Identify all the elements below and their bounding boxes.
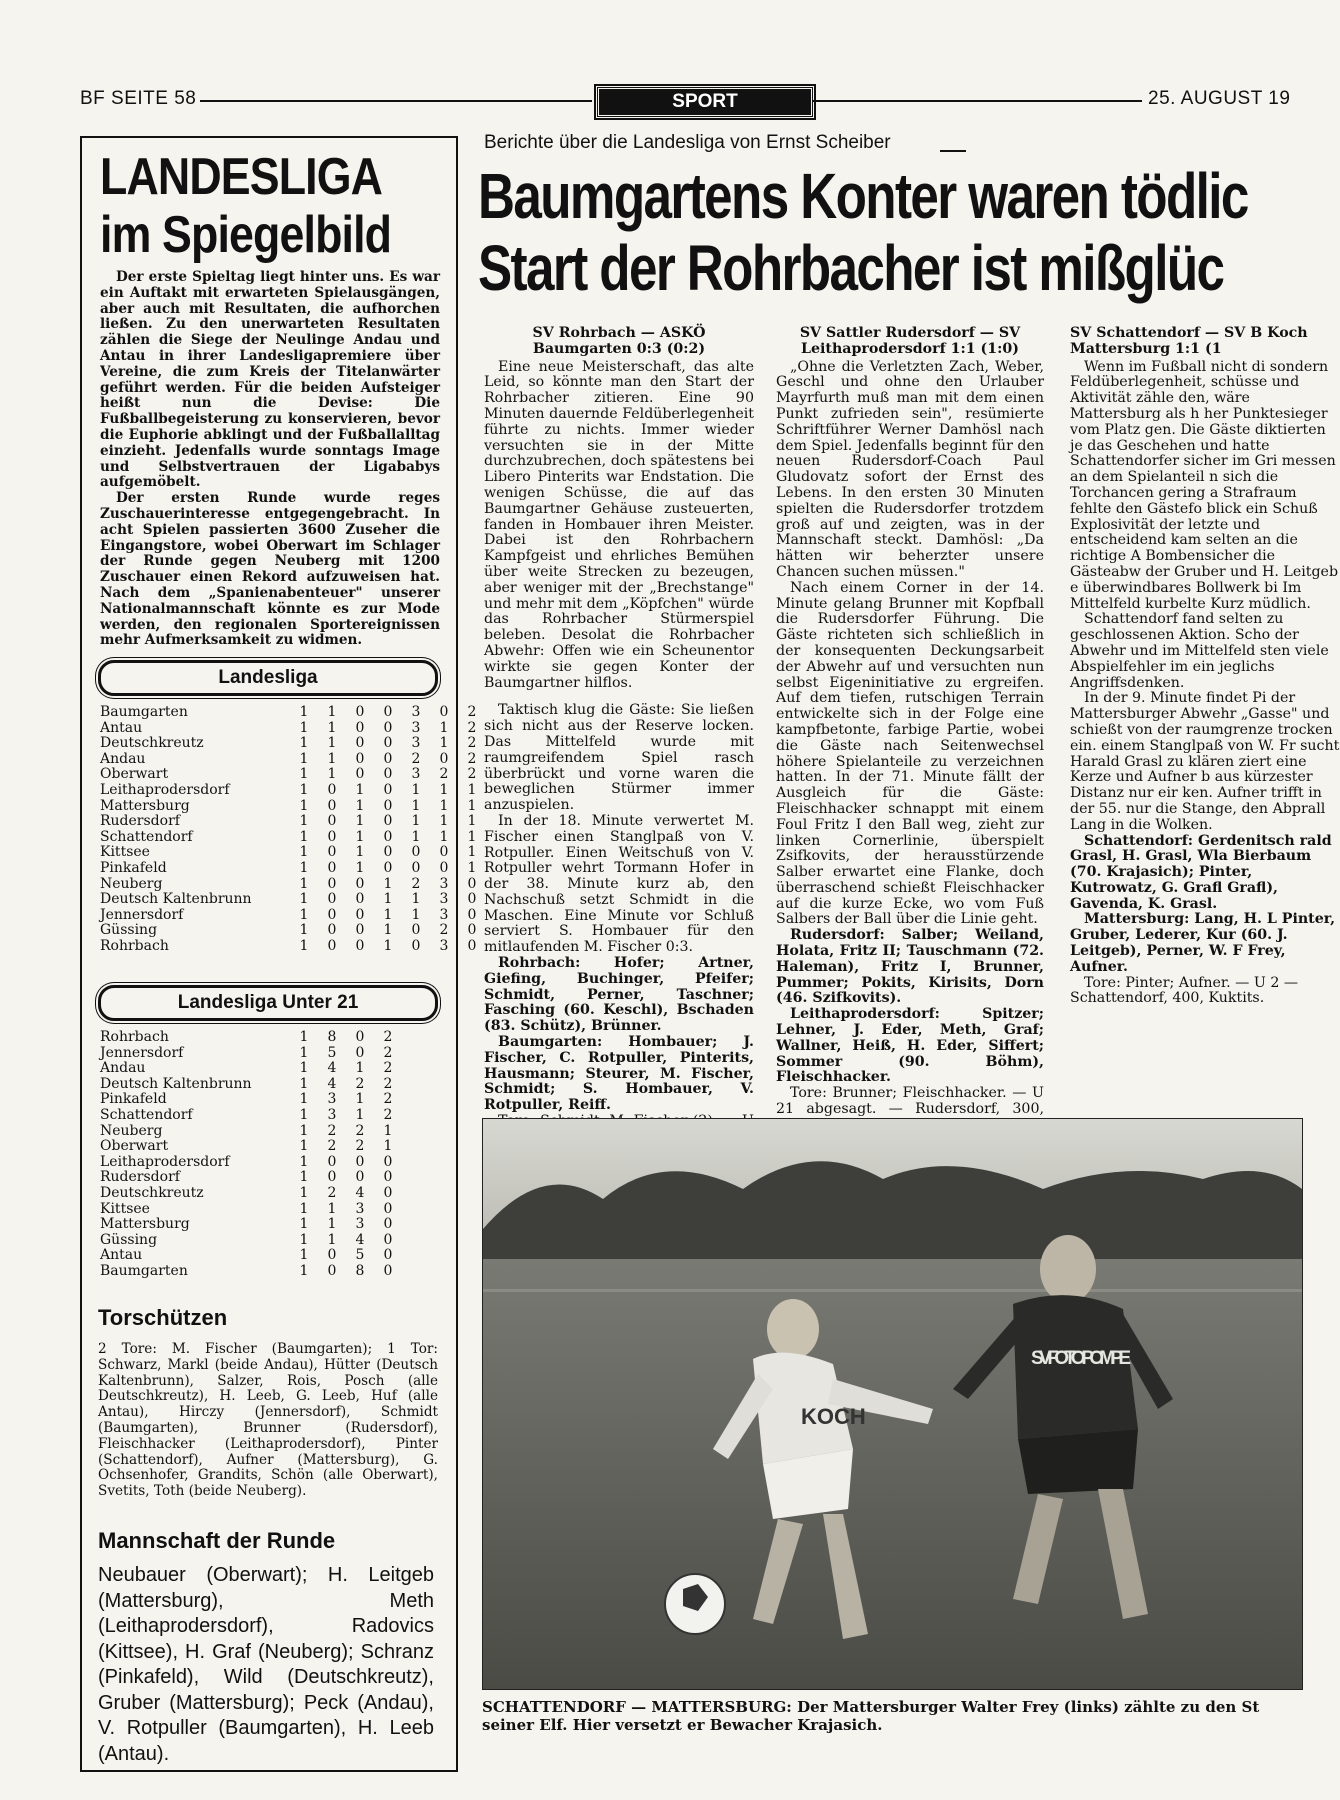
- football-scene-illustration: [483, 1119, 1302, 1689]
- headline-line2: Start der Rohrbacher ist mißglüc: [478, 232, 1224, 304]
- stat-cell: 1: [467, 828, 477, 845]
- team-name-cell: Andau: [100, 1060, 146, 1077]
- table-row: [100, 830, 486, 846]
- match-photo: [482, 1118, 1303, 1690]
- team-name-cell: Kittsee: [100, 844, 150, 861]
- stat-cell: 1: [327, 719, 337, 736]
- svg-text:KOCH: KOCH: [801, 1404, 866, 1429]
- u21-standings-table: [100, 1030, 402, 1280]
- stat-cell: 0: [383, 813, 393, 830]
- table-row: [100, 767, 486, 783]
- table-row: [100, 1077, 402, 1093]
- stat-cell: 0: [383, 844, 393, 861]
- paragraph: Taktisch klug die Gäste: Sie ließen sich nicht aus der Reserve locken. Das Mittelfeld wurde mit raumgreifendem Spiel rasch überbrückt und vorne waren die beweglichen Stürmer immer anzuspielen.: [484, 702, 754, 814]
- stat-cell: 0: [355, 875, 365, 892]
- stat-cell: 0: [383, 1216, 393, 1233]
- stat-cell: 0: [467, 891, 477, 908]
- article-rohrbach: [484, 325, 754, 1114]
- stat-cell: 1: [299, 1138, 309, 1155]
- stat-cell: 0: [355, 937, 365, 954]
- stat-cell: 0: [355, 750, 365, 767]
- header-rule-right: [812, 100, 1142, 102]
- stat-cell: 0: [327, 828, 337, 845]
- stat-cell: 1: [299, 719, 309, 736]
- goals-line: Tore: Brunner; Fleischhacker. — U 21 abgesagt. — Rudersdorf, 300,: [776, 1085, 1044, 1118]
- stat-cell: 1: [299, 1153, 309, 1170]
- team-name-cell: Deutschkreutz: [100, 1184, 204, 1201]
- table-row: [100, 845, 486, 861]
- stat-cell: 0: [327, 906, 337, 923]
- sidebar-title-line1: LANDESLIGA: [100, 148, 383, 206]
- stat-cell: 2: [383, 1029, 393, 1045]
- stat-cell: 1: [355, 844, 365, 861]
- stat-cell: 1: [411, 813, 421, 830]
- table-row: [100, 923, 486, 939]
- stat-cell: 0: [467, 875, 477, 892]
- headline-clip: [478, 160, 1301, 310]
- stat-cell: 0: [355, 906, 365, 923]
- stat-cell: 1: [299, 797, 309, 814]
- stat-cell: 1: [355, 859, 365, 876]
- stat-cell: 1: [439, 813, 449, 830]
- stat-cell: 0: [383, 704, 393, 720]
- stat-cell: 0: [355, 719, 365, 736]
- stat-cell: 1: [299, 766, 309, 783]
- team-name-cell: Antau: [100, 1247, 143, 1264]
- stat-cell: 1: [299, 1029, 309, 1045]
- stat-cell: 1: [355, 1060, 365, 1077]
- stat-cell: 0: [411, 859, 421, 876]
- stat-cell: 0: [411, 922, 421, 939]
- stat-cell: 0: [327, 937, 337, 954]
- stat-cell: 1: [383, 906, 393, 923]
- table-row: [100, 939, 486, 955]
- stat-cell: 1: [467, 781, 477, 798]
- stat-cell: 1: [439, 781, 449, 798]
- stat-cell: 1: [411, 906, 421, 923]
- scorers-text: 2 Tore: M. Fischer (Baumgarten); 1 Tor: Schwarz, Markl (beide Andau), Hütter (Deutsch Kaltenbrunn), Salzer, Rois, Posch (alle Deutschkreutz), H. Leeb, G. Leeb, Huf (alle Antau), Hirczy (Jennersdorf), Schmidt (Baumgarten), Brunner (Rudersdorf), Fleischhacker (Leithaprodersdorf), Pinter (Schattendorf), Aufner (Mattersburg), G. Ochsenhofer, Grandits, Schön (alle Oberwart), Svetits, Toth (beide Neuberg).: [98, 1341, 438, 1500]
- standings-table: [100, 705, 486, 955]
- table-row: [100, 1139, 402, 1155]
- stat-cell: 2: [383, 1060, 393, 1077]
- svg-text:SV FOTO POMPE: SV FOTO POMPE: [1031, 1348, 1131, 1369]
- stat-cell: 1: [383, 875, 393, 892]
- table-row: [100, 1170, 402, 1186]
- stat-cell: 1: [467, 797, 477, 814]
- match-heading: SV Schattendorf — SV B Koch Mattersburg 1:1 (1: [1070, 325, 1308, 357]
- stat-cell: 0: [411, 937, 421, 954]
- stat-cell: 1: [439, 797, 449, 814]
- table-row: [100, 705, 486, 721]
- stat-cell: 3: [439, 875, 449, 892]
- paragraph: Schattendorf fand selten zu geschlossenen Aktion. Scho der Abwehr und im Mittelfeld sten viele Abspielfehler im ein jeglichs Angriffsdenken.: [1070, 611, 1329, 691]
- team-name-cell: Rudersdorf: [100, 813, 180, 830]
- table-row: [100, 1046, 402, 1062]
- stat-cell: 0: [327, 781, 337, 798]
- team-name-cell: Antau: [100, 719, 143, 736]
- paragraph: In der 9. Minute findet Pi der Mattersburger Abwehr „Gasse" und schießt von der raumgrenze trocken ein. einem Stanglpaß von W. Fr sucht Harald Grasl zu klären ziert eine Kerze und Aufner b aus kürzester Distanz nur eir ken. Aufner trifft in der 55. nur die Stange, den Abprall Lang in die Wolken.: [1070, 690, 1340, 833]
- table-row: [100, 1108, 402, 1124]
- stat-cell: 0: [383, 1231, 393, 1248]
- stat-cell: 3: [355, 1216, 365, 1233]
- paragraph: Eine neue Meisterschaft, das alte Leid, so könnte man den Start der Rohrbacher zitieren. Eine 90 Minuten dauernde Feldüberlegenheit führte zu nichts. Immer wieder versuchten sie in der Mitte durchzubrechen, doch spätestens bei Libero Pinterits war Endstation. Die wenigen Schüsse, die auf das Baumgartner Gehäuse zusteuerten, fanden in Hombauer ihren Meister. Dabei ist den Rohrbachern Kampfgeist und ehrliches Bemühen über weite Strecken zu bezeugen, aber weniger mit der „Brechstange" und mehr mit dem „Köpfchen" würde das Rohrbacher Stürmerspiel beleben. Desolat die Rohrbacher Abwehr: Offen wie ein Scheunentor wirkte sie gegen Konter der Baumgartner hilflos.: [484, 358, 754, 691]
- team-name-cell: Mattersburg: [100, 797, 190, 814]
- stat-cell: 0: [383, 719, 393, 736]
- stat-cell: 2: [355, 1138, 365, 1155]
- stat-cell: 0: [383, 1200, 393, 1217]
- headline-line1: Baumgartens Konter waren tödlic: [478, 160, 1248, 232]
- stat-cell: 1: [327, 766, 337, 783]
- team-name-cell: Baumgarten: [100, 704, 188, 720]
- stat-cell: 0: [383, 859, 393, 876]
- table-row: [100, 783, 486, 799]
- stat-cell: 4: [327, 1075, 337, 1092]
- table-row: [100, 1092, 402, 1108]
- stat-cell: 0: [467, 906, 477, 923]
- stat-cell: 0: [383, 781, 393, 798]
- table-row: [100, 861, 486, 877]
- stat-cell: 5: [355, 1247, 365, 1264]
- team-name-cell: Oberwart: [100, 766, 169, 783]
- stat-cell: 1: [299, 891, 309, 908]
- stat-cell: 0: [383, 1153, 393, 1170]
- stat-cell: 0: [327, 1153, 337, 1170]
- table-row: [100, 752, 486, 768]
- table-row: [100, 877, 486, 893]
- stat-cell: 2: [355, 1075, 365, 1092]
- stat-cell: 1: [299, 750, 309, 767]
- goals-line: Tore: Pinter; Aufner. — U 2 — Schattendorf, 400, Kuktits.: [1070, 974, 1299, 1007]
- stat-cell: 2: [467, 704, 477, 720]
- stat-cell: 0: [383, 1169, 393, 1186]
- stat-cell: 1: [299, 1200, 309, 1217]
- team-name-cell: Oberwart: [100, 1138, 169, 1155]
- paragraph: In der 18. Minute verwertet M. Fischer einen Stanglpaß von V. Rotpuller. Einen Weitschuß von V. Rotpuller wehrt Tormann Hofer in der 38. Minute kurz ab, den Nachschuß setzt Schmidt in die Maschen. Eine Minute vor Schluß serviert S. Hombauer für den mitlaufenden M. Fischer 0:3.: [484, 812, 754, 956]
- table-row: [100, 1233, 402, 1249]
- stat-cell: 1: [355, 781, 365, 798]
- stat-cell: 1: [299, 1231, 309, 1248]
- stat-cell: 1: [299, 1169, 309, 1186]
- stat-cell: 1: [383, 922, 393, 939]
- stat-cell: 0: [327, 797, 337, 814]
- stat-cell: 4: [355, 1184, 365, 1201]
- team-name-cell: Jennersdorf: [100, 1044, 184, 1061]
- lineup: Rohrbach: Hofer; Artner, Giefing, Buchinger, Pfeifer; Schmidt, Perner, Taschner; Fasching (60. Keschl), Bschaden (83. Schütz), Brünner.: [484, 955, 754, 1035]
- stat-cell: 1: [439, 719, 449, 736]
- table-row: [100, 721, 486, 737]
- stat-cell: 1: [299, 922, 309, 939]
- stat-cell: 2: [467, 719, 477, 736]
- stat-cell: 0: [355, 1153, 365, 1170]
- stat-cell: 2: [467, 766, 477, 783]
- stat-cell: 1: [467, 844, 477, 861]
- stat-cell: 0: [383, 735, 393, 752]
- stat-cell: 0: [439, 859, 449, 876]
- team-of-round-heading: Mannschaft der Runde: [98, 1528, 336, 1553]
- stat-cell: 3: [439, 891, 449, 908]
- stat-cell: 0: [439, 750, 449, 767]
- stat-cell: 0: [467, 922, 477, 939]
- section-label: SPORT: [596, 86, 814, 118]
- stat-cell: 0: [355, 766, 365, 783]
- stat-cell: 0: [355, 1169, 365, 1186]
- lineup: Leithaprodersdorf: Spitzer; Lehner, J. Eder, Meth, Graf; Wallner, Heiß, H. Eder, Siffert; Sommer (90. Böhm), Fleischhacker.: [776, 1006, 1044, 1086]
- stat-cell: 0: [327, 1169, 337, 1186]
- table-row: [100, 1030, 402, 1046]
- stat-cell: 1: [299, 1122, 309, 1139]
- team-name-cell: Baumgarten: [100, 1262, 188, 1279]
- stat-cell: 0: [355, 891, 365, 908]
- table-heading-u21: Landesliga Unter 21: [98, 985, 438, 1021]
- stat-cell: 0: [383, 828, 393, 845]
- team-of-round-text: Neubauer (Oberwart); H. Leitgeb (Mattersburg), Meth (Leithaprodersdorf), Radovics (Kittsee), H. Graf (Neuberg); Schranz (Pinkafeld), Wild (Deutschkreutz), Gruber (Mattersburg); Peck (Andau), V. Rotpuller (Baumgarten), H. Leeb (Antau).: [98, 1564, 434, 1765]
- photo-caption: SCHATTENDORF — MATTERSBURG: Der Mattersburger Walter Frey (links) zählte zu den St seiner Elf. Hier versetzt er Bewacher Krajasich.: [482, 1698, 1260, 1734]
- stat-cell: 1: [383, 1122, 393, 1139]
- team-name-cell: Leithaprodersdorf: [100, 781, 230, 798]
- stat-cell: 1: [383, 937, 393, 954]
- stat-cell: 3: [411, 704, 421, 720]
- stat-cell: 2: [383, 1044, 393, 1061]
- stat-cell: 1: [299, 1247, 309, 1264]
- header-rule-left: [200, 100, 592, 102]
- stat-cell: 0: [327, 922, 337, 939]
- stat-cell: 1: [467, 813, 477, 830]
- table-row: [100, 1186, 402, 1202]
- stat-cell: 1: [327, 1216, 337, 1233]
- kicker-rule: [940, 150, 966, 152]
- sidebar-intro: [100, 270, 440, 649]
- stat-cell: 1: [299, 1216, 309, 1233]
- stat-cell: 2: [383, 1091, 393, 1108]
- stat-cell: 0: [383, 1262, 393, 1279]
- team-name-cell: Güssing: [100, 1231, 158, 1248]
- stat-cell: 2: [467, 735, 477, 752]
- stat-cell: 0: [383, 797, 393, 814]
- team-name-cell: Rohrbach: [100, 1029, 169, 1045]
- stat-cell: 0: [467, 937, 477, 954]
- stat-cell: 0: [383, 750, 393, 767]
- stat-cell: 4: [327, 1060, 337, 1077]
- team-name-cell: Deutsch Kaltenbrunn: [100, 891, 252, 908]
- stat-cell: 1: [327, 735, 337, 752]
- stat-cell: 8: [355, 1262, 365, 1279]
- stat-cell: 2: [439, 766, 449, 783]
- stat-cell: 1: [355, 813, 365, 830]
- stat-cell: 1: [439, 735, 449, 752]
- table-row: [100, 736, 486, 752]
- team-name-cell: Rudersdorf: [100, 1169, 180, 1186]
- stat-cell: 1: [299, 828, 309, 845]
- table-row: [100, 1124, 402, 1140]
- stat-cell: 1: [299, 937, 309, 954]
- stat-cell: 1: [355, 1106, 365, 1123]
- team-name-cell: Deutschkreutz: [100, 735, 204, 752]
- stat-cell: 1: [299, 1262, 309, 1279]
- stat-cell: 1: [299, 813, 309, 830]
- stat-cell: 1: [299, 735, 309, 752]
- stat-cell: 0: [355, 1044, 365, 1061]
- stat-cell: 0: [327, 875, 337, 892]
- stat-cell: 1: [299, 1091, 309, 1108]
- stat-cell: 0: [327, 844, 337, 861]
- stat-cell: 4: [355, 1231, 365, 1248]
- table-row: [100, 1155, 402, 1171]
- stat-cell: 0: [355, 735, 365, 752]
- stat-cell: 1: [327, 1231, 337, 1248]
- stat-cell: 0: [411, 844, 421, 861]
- stat-cell: 1: [411, 828, 421, 845]
- stat-cell: 3: [411, 719, 421, 736]
- stat-cell: 0: [327, 813, 337, 830]
- stat-cell: 0: [383, 1184, 393, 1201]
- article-schattendorf: [1070, 325, 1340, 1098]
- lineup: Schattendorf: Gerdenitsch rald Grasl, H. Grasl, Wla Bierbaum (70. Krajasich); Pinter, Kutrowatz, G. Grafl Grafl), Gavenda, K. Grasl.: [1070, 832, 1332, 912]
- stat-cell: 1: [299, 844, 309, 861]
- stat-cell: 0: [355, 1029, 365, 1045]
- stat-cell: 1: [383, 891, 393, 908]
- stat-cell: 1: [355, 1091, 365, 1108]
- stat-cell: 0: [327, 859, 337, 876]
- stat-cell: 1: [299, 781, 309, 798]
- stat-cell: 3: [439, 937, 449, 954]
- team-name-cell: Jennersdorf: [100, 906, 184, 923]
- team-name-cell: Güssing: [100, 922, 158, 939]
- stat-cell: 1: [439, 828, 449, 845]
- table-row: [100, 814, 486, 830]
- stat-cell: 0: [383, 1247, 393, 1264]
- team-name-cell: Pinkafeld: [100, 859, 167, 876]
- paragraph: Wenn im Fußball nicht di sondern Feldüberlegenheit, schüsse und Aktivität zähle den, wäre Mattersburg als h her Punktesieger vom Platz gen. Die Gäste diktierten je das Geschehen und hatte Schattendorfer sicher im Gri messen an dem Spielanteil n sich die Torchancen gering a Strafraum fehlte den Gästefo blick ein Schuß Explosivität der letzte und entscheidend kam selten an die richtige A Bombensicher die Gästeabw der Gruber und H. Leitgeb e überwindbares Bollwerk bi Im Mittelfeld kurbelte Kurz müdlich.: [1070, 358, 1339, 612]
- stat-cell: 2: [383, 1106, 393, 1123]
- stat-cell: 2: [411, 750, 421, 767]
- table-row: [100, 1248, 402, 1264]
- stat-cell: 2: [327, 1184, 337, 1201]
- lineup: Rudersdorf: Salber; Weiland, Holata, Fritz II; Tauschmann (72. Haleman), Fritz I, Brunner, Pummer; Pokits, Kirisits, Dorn (46. Szifkovits).: [776, 927, 1044, 1007]
- stat-cell: 2: [355, 1122, 365, 1139]
- table-row: [100, 1061, 402, 1077]
- paragraph: Nach einem Corner in der 14. Minute gelang Brunner mit Kopfball die Rudersdorfer Führung. Die Gäste richteten sich schließlich in der konsequenten Deckungsarbeit der Abwehr auf und versuchten nun selbst Eigeninitiative zu ergreifen. Auf dem tiefen, rutschigen Terrain entwickelte sich in der Folge eine kampfbetonte, farbige Partie, wobei die Gäste nach Seitenwechsel höhere Spielanteile zu verzeichnen hatten. In der 71. Minute fällt der Ausgleich für die Gäste: Fleischhacker schnappt mit einem Foul Fritz I den Ball weg, zieht zur linken Cornerlinie, überspielt Zsifkovits, der herausstürzende Salber erwartet eine Flanke, doch überraschend schießt Fleischhacker auf die kurze Ecke, wo vom Fuß Salbers der Ball über die Linie geht.: [776, 579, 1044, 928]
- match-heading: SV Sattler Rudersdorf — SV Leithaprodersdorf 1:1 (1:0): [799, 325, 1021, 357]
- table-row: [100, 892, 486, 908]
- match-heading: SV Rohrbach — ASKÖ Baumgarten 0:3 (0:2): [532, 325, 706, 357]
- stat-cell: 1: [355, 797, 365, 814]
- stat-cell: 0: [439, 704, 449, 720]
- scorers-heading: Torschützen: [98, 1305, 228, 1330]
- stat-cell: 1: [299, 859, 309, 876]
- lineup: Baumgarten: Hombauer; J. Fischer, C. Rotpuller, Pinterits, Hausmann; Steurer, M. Fischer, Schmidt; S. Hombauer, V. Rotpuller, Reiff.: [484, 1034, 754, 1114]
- team-name-cell: Neuberg: [100, 875, 163, 892]
- stat-cell: 2: [467, 750, 477, 767]
- stat-cell: 1: [411, 781, 421, 798]
- table-row: [100, 1202, 402, 1218]
- stat-cell: 1: [383, 1138, 393, 1155]
- stat-cell: 3: [327, 1106, 337, 1123]
- table-row: [100, 1264, 402, 1280]
- team-name-cell: Pinkafeld: [100, 1091, 167, 1108]
- stat-cell: 1: [355, 828, 365, 845]
- stat-cell: 3: [411, 766, 421, 783]
- stat-cell: 1: [299, 1075, 309, 1092]
- stat-cell: 1: [299, 1060, 309, 1077]
- team-name-cell: Andau: [100, 750, 146, 767]
- stat-cell: 0: [327, 1262, 337, 1279]
- table-heading-landesliga: Landesliga: [98, 660, 438, 696]
- stat-cell: 2: [439, 922, 449, 939]
- stat-cell: 1: [327, 750, 337, 767]
- article-kicker: Berichte über die Landesliga von Ernst Scheiber: [484, 132, 891, 153]
- issue-date: 25. AUGUST 19: [1148, 88, 1291, 109]
- team-name-cell: Rohrbach: [100, 937, 169, 954]
- stat-cell: 1: [299, 906, 309, 923]
- stat-cell: 8: [327, 1029, 337, 1045]
- stat-cell: 3: [411, 735, 421, 752]
- team-name-cell: Neuberg: [100, 1122, 163, 1139]
- stat-cell: 1: [411, 797, 421, 814]
- stat-cell: 5: [327, 1044, 337, 1061]
- team-name-cell: Schattendorf: [100, 1106, 193, 1123]
- stat-cell: 1: [327, 704, 337, 720]
- stat-cell: 0: [355, 704, 365, 720]
- stat-cell: 2: [327, 1138, 337, 1155]
- intro-paragraph-1: Der erste Spieltag liegt hinter uns. Es war ein Auftakt mit erwarteten Spielausgängen, aber auch mit Resultaten, die aufhorchen ließen. Zu den unerwarteten Resultaten zählen die Siege der Neulinge Andau und Antau in ihrer Landesligapremiere über Vereine, die zum Kreis der Titelanwärter geführt werden. Für die beiden Aufsteiger heißt nun die Devise: Die Fußballbegeisterung zu konservieren, bevor die Euphorie abklingt und der Fußballalltag einzieht. Jedenfalls wurde sonntags Image und Selbstvertrauen der Ligababys aufgemöbelt.: [100, 269, 440, 491]
- table-row: [100, 1217, 402, 1233]
- stat-cell: 0: [327, 1247, 337, 1264]
- stat-cell: 2: [327, 1122, 337, 1139]
- stat-cell: 0: [383, 766, 393, 783]
- team-name-cell: Leithaprodersdorf: [100, 1153, 230, 1170]
- lineup: Mattersburg: Lang, H. L Pinter, Gruber, Lederer, Kur (60. J. Leitgeb), Perner, W. F Frey, Aufner.: [1070, 911, 1336, 975]
- stat-cell: 1: [299, 1184, 309, 1201]
- page-number: BF SEITE 58: [80, 88, 197, 109]
- stat-cell: 2: [411, 875, 421, 892]
- intro-paragraph-2: Der ersten Runde wurde reges Zuschauerinteresse entgegengebracht. In acht Spielen passierten 3600 Zuseher die Eingangstore, wobei Oberwart im Schlager der Runde gegen Neuberg mit 1200 Zuschauer einen Rekord aufzuweisen hat. Nach dem „Spanienabenteuer" unserer Nationalmannschaft könnte es zur Mode werden, den regionalen Sportereignissen mehr Aufmerksamkeit zu widmen.: [100, 490, 440, 649]
- paragraph: „Ohne die Verletzten Zach, Weber, Geschl und ohne den Urlauber Mayrfurth muß man mit dem einen Punkt zufrieden sein", resümierte Schriftführer Werner Damhösl nach dem Spiel. Jedenfalls beginnt für den neuen Rudersdorf-Coach Paul Gludovatz sofort der Ernst des Lebens. In den ersten 30 Minuten spielten die Rudersdorfer trotzdem groß auf und zeigten, was in der Mannschaft steckt. Damhösl: „Da hätten wir beherzter unsere Chancen suchen müssen.": [776, 358, 1044, 580]
- stat-cell: 2: [383, 1075, 393, 1092]
- stat-cell: 1: [327, 1200, 337, 1217]
- team-name-cell: Mattersburg: [100, 1216, 190, 1233]
- sidebar-title-line2: im Spiegelbild: [100, 206, 392, 264]
- team-name-cell: Deutsch Kaltenbrunn: [100, 1075, 252, 1092]
- stat-cell: 1: [299, 1044, 309, 1061]
- stat-cell: 0: [355, 922, 365, 939]
- stat-cell: 3: [439, 906, 449, 923]
- stat-cell: 1: [467, 859, 477, 876]
- team-name-cell: Kittsee: [100, 1200, 150, 1217]
- article-rudersdorf: [776, 325, 1044, 1118]
- stat-cell: 0: [327, 891, 337, 908]
- stat-cell: 1: [411, 891, 421, 908]
- stat-cell: 0: [439, 844, 449, 861]
- table-row: [100, 908, 486, 924]
- stat-cell: 3: [355, 1200, 365, 1217]
- stat-cell: 3: [327, 1091, 337, 1108]
- stat-cell: 1: [299, 1106, 309, 1123]
- team-name-cell: Schattendorf: [100, 828, 193, 845]
- stat-cell: 1: [299, 704, 309, 720]
- stat-cell: 1: [299, 875, 309, 892]
- table-row: [100, 799, 486, 815]
